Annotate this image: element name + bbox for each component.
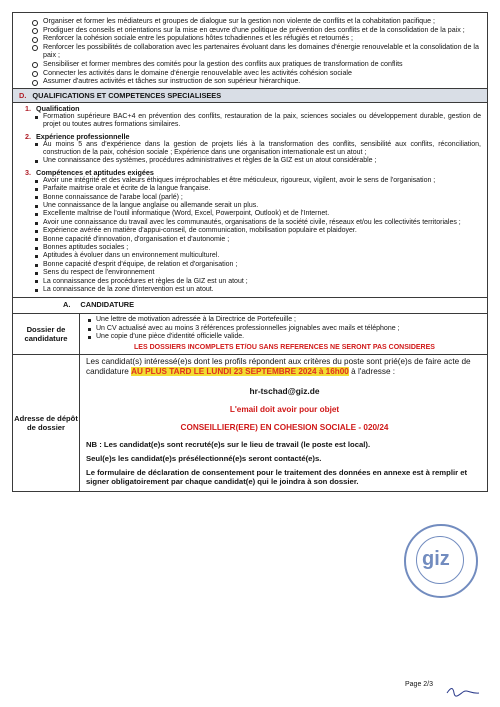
- list-item: Une connaissance de la langue anglaise ou allemande serait un plus.: [13, 202, 487, 210]
- dossier-row: [13, 314, 487, 355]
- giz-stamp: [404, 524, 478, 598]
- section-header: [13, 298, 487, 314]
- list-item: Une lettre de motivation adressée à la Directrice de Portefeuille ;: [86, 316, 483, 324]
- page-number: Page 2/3: [405, 681, 434, 688]
- consent-note: Le formulaire de déclaration de consentement pour le traitement des données en annexe est à remplir et signer obligatoirement par chaque candidat(e) qui le joindra à son dossier.: [86, 467, 468, 487]
- subsection-title: 1. Qualification: [25, 103, 80, 113]
- list-item: Sens du respect de l'environnement: [13, 269, 487, 277]
- list-item: Avoir une connaissance du travail avec les communautés, organisations de la société civile, réseaux et/ou les collectivités territoriales ;: [13, 219, 487, 227]
- section-title: CANDIDATURE: [80, 300, 135, 310]
- giz-logo-icon: giz: [422, 548, 450, 570]
- list-item: Renforcer la cohésion sociale entre les populations hôtes tchadiennes et les réfugiés et retournés ;: [25, 34, 481, 43]
- list-item: Bonne capacité d'esprit d'équipe, de relation et d'organisation ;: [13, 261, 487, 269]
- list-item: Bonne capacité d'innovation, d'organisation et d'autonomie ;: [13, 236, 487, 244]
- qualifications-box: [12, 88, 488, 299]
- list-item: Une copie d'une pièce d'identité officielle valide.: [86, 333, 483, 341]
- list-item: Bonne connaissance de l'arabe local (parlé) ;: [13, 194, 487, 202]
- list-item: Excellente maîtrise de l'outil informatique (Word, Excel, Powerpoint, Outlook) et de l'Internet.: [13, 210, 487, 218]
- list-item: Parfaite maitrise orale et écrite de la langue française.: [13, 185, 487, 193]
- list-item: Connecter les activités dans le domaine d'énergie renouvelable avec les activités cohésion sociale: [25, 69, 481, 78]
- candidature-box: [12, 298, 488, 491]
- list-item: La connaissance des procédures et règles de la GIZ est un atout ;: [13, 278, 487, 286]
- subsection-title: 3. Compétences et aptitudes exigées: [25, 167, 154, 177]
- depot-row: [13, 355, 487, 490]
- section-letter: A.: [63, 300, 71, 310]
- list-item: Une connaissance des systèmes, procédures administratives et règles de la GIZ est un atout considérable ;: [13, 157, 487, 165]
- email-subject-note: L'email doit avoir pour objet: [229, 405, 340, 415]
- tasks-list: [25, 17, 481, 86]
- list-item: La connaissance de la zone d'intervention est un atout.: [13, 286, 487, 294]
- list-item: Aptitudes à évoluer dans un environnement multiculturel.: [13, 252, 487, 260]
- signature-icon: [445, 685, 481, 697]
- tasks-box: [12, 12, 488, 88]
- application-email[interactable]: hr-tschad@giz.de: [249, 386, 320, 397]
- deadline-highlight: AU PLUS TARD LE LUNDI 23 SEPTEMBRE 2024 à 16h00: [131, 367, 349, 377]
- section-header: [13, 88, 487, 103]
- list-item: Sensibiliser et former membres des comités pour la gestion des conflits aux pratiques de transformation de conflits: [25, 60, 481, 69]
- list-item: Bonnes aptitudes sociales ;: [13, 244, 487, 252]
- subsection-title: 2. Expérience professionnelle: [25, 131, 130, 141]
- list-item: Au moins 5 ans d'expérience dans la gestion de projets liés à la transformation des conflits, sensibilité aux conflits, réconciliation, construction de la paix, cohésion sociale ; Expérience dans une organisation internationale est un atout ;: [13, 141, 487, 158]
- incomplete-warning: LES DOSSIERS INCOMPLETS ET/OU SANS REFERENCES NE SERONT PAS CONSIDERES: [134, 344, 435, 352]
- dossier-content: [80, 314, 487, 354]
- list-item: Avoir une intégrité et des valeurs éthiques irréprochables et être méticuleux, rigoureux, vigilent, avoir le sens de l'organisation ;: [13, 177, 487, 185]
- list-item: Formation supérieure BAC+4 en prévention des conflits, restauration de la paix, sciences sociales ou développement durable, gestion de projet ou toutes autres formations similaires.: [13, 113, 487, 130]
- email-subject: CONSEILLIER(ERE) EN COHESION SOCIALE - 020/24: [180, 423, 389, 433]
- qualifications-content: [13, 103, 487, 297]
- list-item: Un CV actualisé avec au moins 3 références professionnelles joignables avec mails et téléphone ;: [86, 325, 483, 333]
- section-letter: D.: [19, 90, 27, 100]
- shortlist-note: Seul(e)s les candidat(e)s présélectionné(e)s seront contacté(e)s.: [86, 453, 322, 463]
- depot-label: Adresse de dépôt de dossier: [13, 355, 80, 490]
- nb-note: NB : Les candidat(e)s sont recruté(e)s sur le lieu de travail (le poste est local).: [86, 440, 371, 450]
- list-item: Renforcer les possibilités de collaboration avec les partenaires évoluant dans les domaines d'énergie renouvelable et la consolidation de la paix ;: [25, 43, 481, 60]
- list-item: Assumer d'autres activités et tâches sur instruction de son supérieur hiérarchique.: [25, 77, 481, 86]
- list-item: Organiser et former les médiateurs et groupes de dialogue sur la gestion non violente de conflits et la cohabitation pacifique ;: [25, 17, 481, 26]
- section-title: QUALIFICATIONS ET COMPETENCES SPECIALISEES: [32, 90, 222, 100]
- document-page: [12, 12, 488, 492]
- dossier-list: [86, 316, 483, 341]
- application-intro: Les candidat(s) intéressé(e)s dont les profils répondent aux critères du poste sont prié(e)s de faire acte de candidature AU PLUS TARD LE LUNDI 23 SEPTEMBRE 2024 à 16h00 à l'adresse :: [86, 357, 471, 377]
- depot-content: [80, 355, 487, 490]
- experience-list: [13, 141, 487, 166]
- qualification-list: [13, 113, 487, 130]
- skills-list: [13, 177, 487, 297]
- list-item: Prodiguer des conseils et orientations sur la mise en œuvre d'une politique de prévention des conflits et de la consolidation de la paix ;: [25, 26, 481, 35]
- dossier-label: Dossier de candidature: [13, 314, 80, 354]
- list-item: Expérience avérée en matière d'appui-conseil, de communication, mobilisation populaire et plaidoyer.: [13, 227, 487, 235]
